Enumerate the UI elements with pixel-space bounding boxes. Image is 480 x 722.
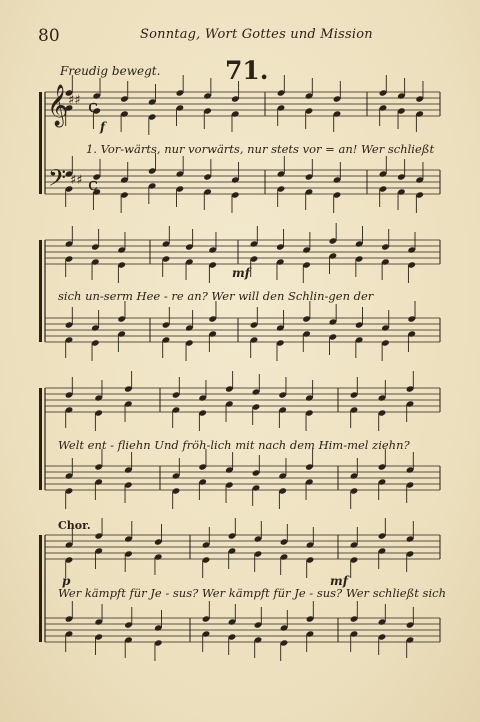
dynamic-forte: f	[100, 120, 106, 134]
running-head: Sonntag, Wort Gottes und Mission	[140, 27, 373, 42]
tempo-marking: Freudig bewegt.	[60, 64, 161, 78]
lyric-line-2: sich un-serm Hee - re an? Wer will den Schlin-gen der	[58, 289, 374, 303]
dynamic-piano: p	[62, 574, 71, 588]
bass-clef: 𝄢	[48, 164, 67, 197]
key-signature: ♯♯	[68, 93, 81, 108]
system-bracket	[39, 535, 42, 642]
system-bracket	[39, 388, 42, 490]
system-bracket	[39, 92, 42, 194]
dynamic-mezzoforte-2: mf	[330, 574, 348, 588]
lyric-line-4: Wer kämpft für Je - sus? Wer kämpft für Je - sus? Wer schließt sich	[58, 586, 446, 600]
page-number: 80	[38, 26, 60, 46]
lyric-line-3: Welt ent - fliehn Und fröh-lich mit nach dem Him-mel ziehn?	[58, 438, 410, 452]
system-bracket	[39, 240, 42, 342]
hymn-number: 71.	[225, 56, 269, 85]
treble-clef: 𝄞	[47, 85, 69, 126]
time-signature: c	[88, 174, 99, 195]
lyric-line-1: 1. Vor-wärts, nur vorwärts, nur stets vor = an! Wer schließt	[86, 142, 435, 156]
key-signature: ♯♯	[70, 173, 83, 188]
dynamic-mezzoforte: mf	[232, 266, 250, 280]
chorus-label: Chor.	[58, 519, 91, 532]
time-signature: c	[88, 96, 99, 117]
